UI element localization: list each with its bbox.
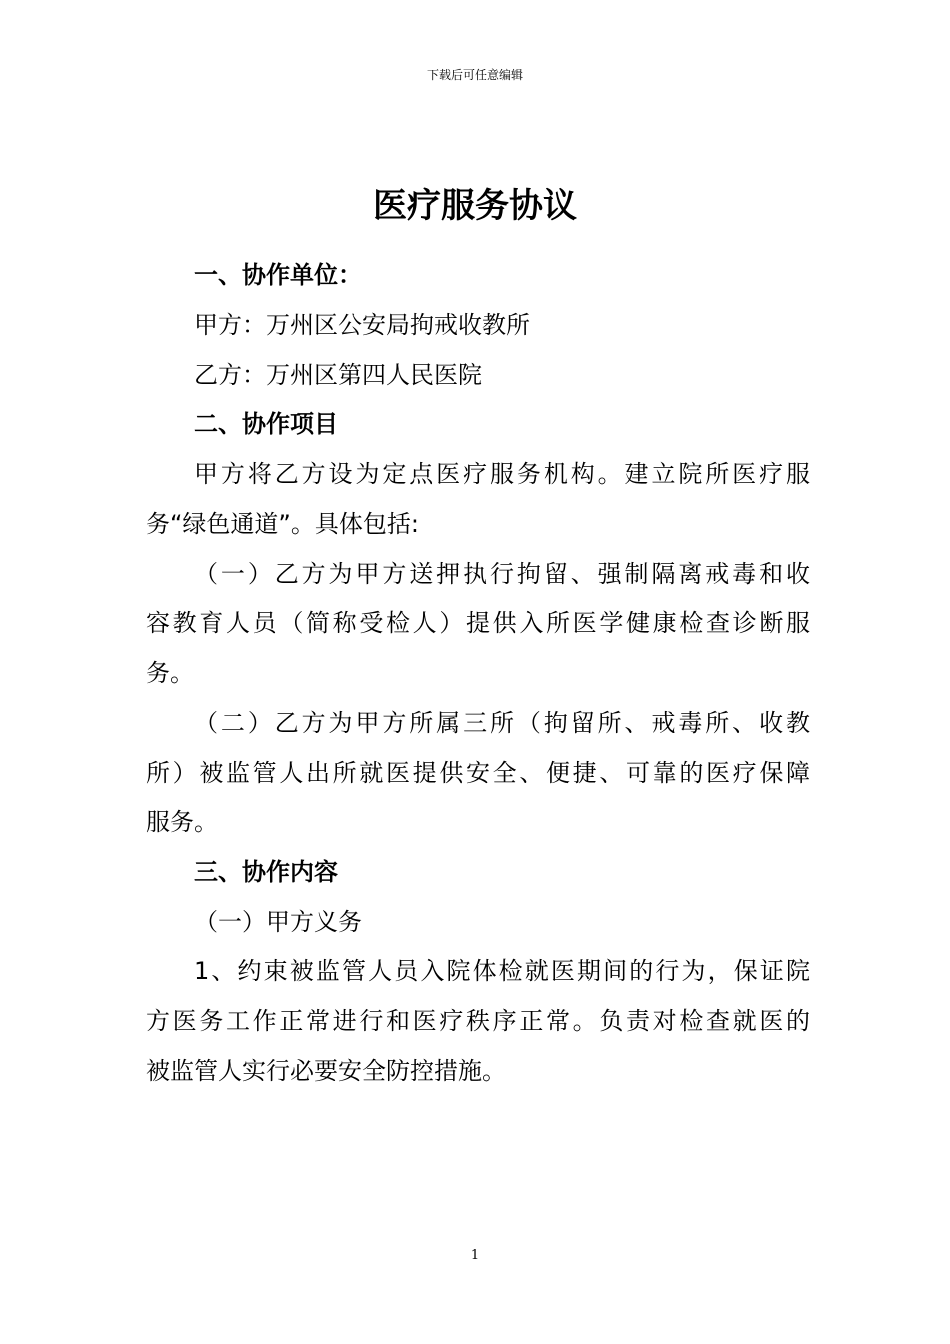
section-heading-3: 三、协作内容 [194, 858, 338, 886]
paragraph-line: 容教育人员（简称受检人）提供入所医学健康检查诊断服 [146, 609, 810, 637]
paragraph-line: 方医务工作正常进行和医疗秩序正常。负责对检查就医的 [146, 1007, 810, 1035]
page-number: 1 [470, 1248, 480, 1263]
section-heading-1: 一、协作单位： [194, 261, 362, 289]
party-a-line: 甲方：万州区公安局拘戒收教所 [194, 311, 530, 339]
paragraph-line: 被监管人实行必要安全防控措施。 [146, 1057, 506, 1085]
paragraph-line: 甲方将乙方设为定点医疗服务机构。建立院所医疗服 [194, 460, 810, 488]
paragraph-line: 所）被监管人出所就医提供安全、便捷、可靠的医疗保障 [146, 759, 810, 787]
paragraph-line: 务“绿色通道”。具体包括: [146, 510, 419, 538]
subsection-heading: （一）甲方义务 [194, 908, 362, 936]
party-b-line: 乙方：万州区第四人民医院 [194, 361, 482, 389]
paragraph-line: （一）乙方为甲方送押执行拘留、强制隔离戒毒和收 [194, 560, 810, 588]
paragraph-line: 1、约束被监管人员入院体检就医期间的行为，保证院 [194, 957, 810, 985]
paragraph-line: （二）乙方为甲方所属三所（拘留所、戒毒所、收教 [194, 709, 810, 737]
header-note: 下载后可任意编辑 [426, 68, 523, 82]
paragraph-line: 服务。 [146, 808, 218, 836]
section-heading-2: 二、协作项目 [194, 410, 338, 438]
paragraph-line: 务。 [146, 659, 194, 687]
document-title: 医疗服务协议 [373, 186, 577, 226]
